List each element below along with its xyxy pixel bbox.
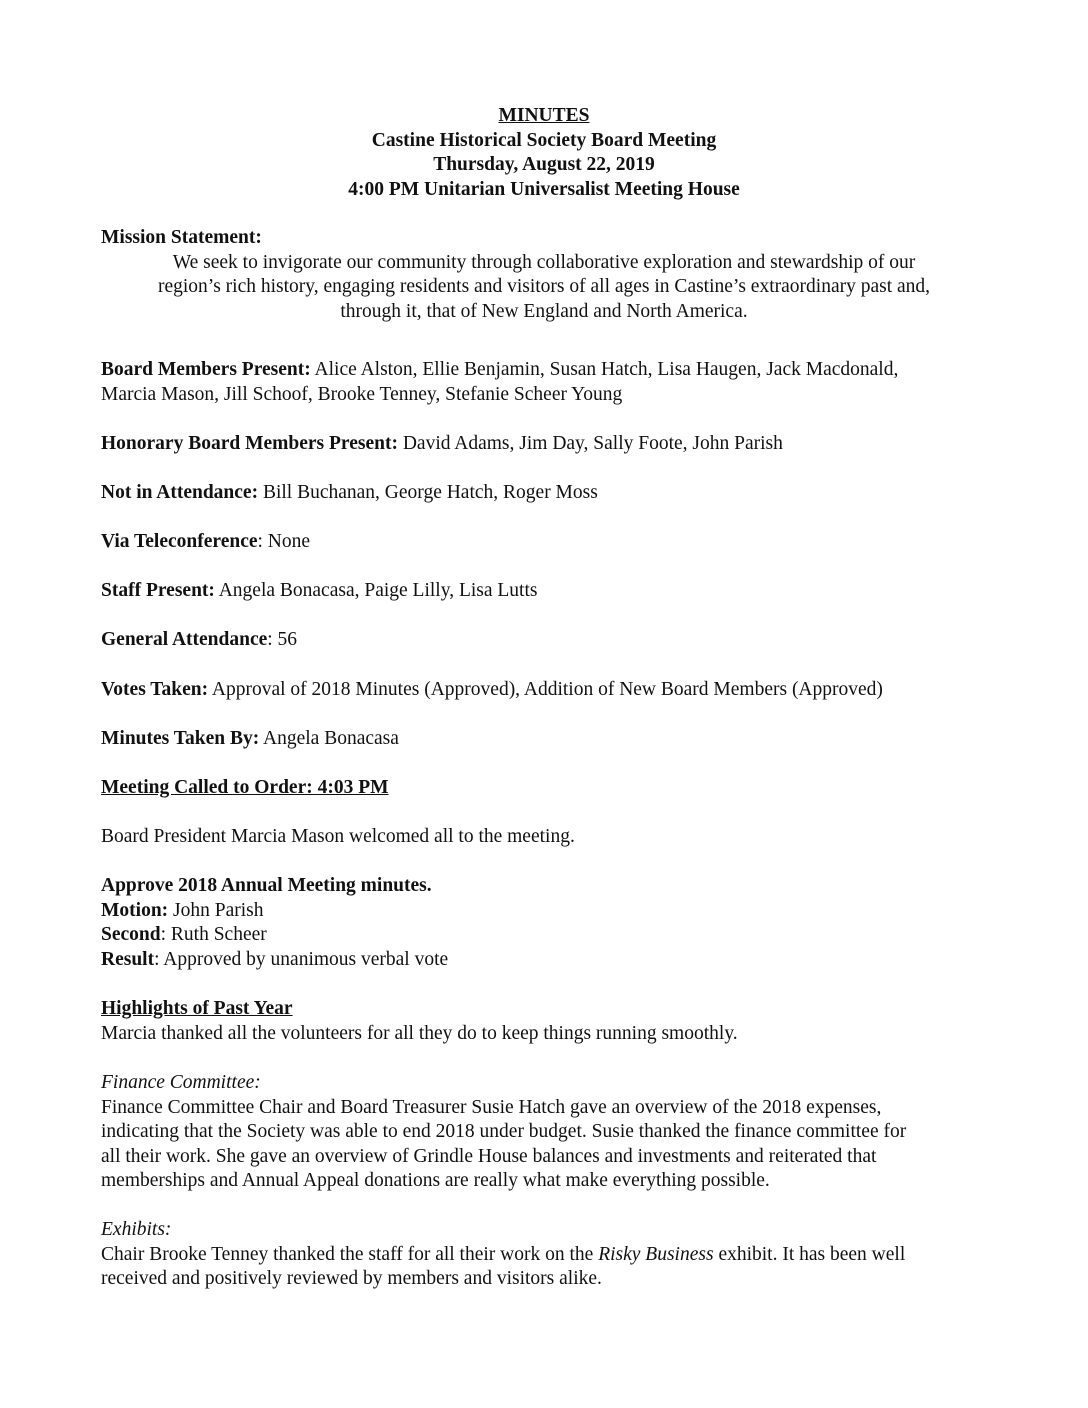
mission-line: through it, that of New England and North America. bbox=[340, 300, 748, 322]
result-label: Result bbox=[101, 948, 155, 970]
finance-section bbox=[101, 1071, 1001, 1194]
staff-label: Staff Present: bbox=[101, 580, 215, 601]
attendance-label: General Attendance bbox=[101, 629, 268, 650]
finance-line: Finance Committee Chair and Board Treasurer Susie Hatch gave an overview of the 2018 expenses, bbox=[101, 1096, 882, 1118]
highlights-text: Marcia thanked all the volunteers for all they do to keep things running smoothly. bbox=[101, 1022, 738, 1044]
doc-type-title: MINUTES bbox=[498, 105, 590, 126]
second-value: : Ruth Scheer bbox=[160, 924, 267, 945]
mission-text bbox=[101, 251, 987, 325]
not-attending bbox=[101, 481, 1001, 506]
finance-line: memberships and Annual Appeal donations are really what make everything possible. bbox=[101, 1170, 770, 1191]
motion-label: Motion: bbox=[101, 899, 169, 921]
welcome-text: Board President Marcia Mason welcomed all to the meeting. bbox=[101, 826, 575, 847]
second-label: Second bbox=[101, 924, 161, 945]
called-to-order bbox=[101, 776, 1001, 801]
not-attending-label: Not in Attendance: bbox=[101, 482, 259, 503]
document-header bbox=[101, 104, 987, 202]
honorary-present bbox=[101, 432, 1001, 457]
staff-present bbox=[101, 579, 1001, 604]
teleconference-label: Via Teleconference bbox=[101, 531, 258, 552]
exhibits-text: exhibit. It has been well bbox=[713, 1243, 906, 1265]
votes-label: Votes Taken: bbox=[101, 679, 209, 700]
not-attending-value: Bill Buchanan, George Hatch, Roger Moss bbox=[258, 482, 598, 503]
finance-heading: Finance Committee: bbox=[101, 1072, 261, 1093]
exhibit-title: Risky Business bbox=[598, 1243, 714, 1265]
board-present-label: Board Members Present: bbox=[101, 359, 311, 380]
exhibits-text: Chair Brooke Tenney thanked the staff for all their work on the bbox=[101, 1243, 599, 1265]
exhibits-heading: Exhibits: bbox=[101, 1219, 172, 1240]
teleconference bbox=[101, 530, 1001, 555]
approve-minutes-section bbox=[101, 874, 1001, 972]
honorary-value: David Adams, Jim Day, Sally Foote, John Parish bbox=[397, 433, 783, 454]
exhibits-line: received and positively reviewed by members and visitors alike. bbox=[101, 1268, 602, 1289]
staff-value: Angela Bonacasa, Paige Lilly, Lisa Lutts bbox=[214, 580, 538, 601]
finance-line: indicating that the Society was able to end 2018 under budget. Susie thanked the finance committee for bbox=[101, 1121, 907, 1142]
honorary-label: Honorary Board Members Present: bbox=[101, 433, 398, 454]
general-attendance bbox=[101, 628, 1001, 653]
board-present bbox=[101, 358, 1001, 407]
meeting-time-place: 4:00 PM Unitarian Universalist Meeting House bbox=[348, 178, 740, 200]
votes-value: Approval of 2018 Minutes (Approved), Addition of New Board Members (Approved) bbox=[208, 679, 883, 700]
mission-line: We seek to invigorate our community through collaborative exploration and stewardship of our bbox=[172, 251, 916, 273]
minutes-taken-by bbox=[101, 727, 1001, 752]
called-to-order-heading: Meeting Called to Order: 4:03 PM bbox=[101, 777, 389, 798]
mission-section bbox=[101, 226, 1001, 324]
attendance-value: : 56 bbox=[267, 629, 298, 650]
highlights-heading: Highlights of Past Year bbox=[101, 998, 293, 1019]
finance-line: all their work. She gave an overview of Grindle House balances and investments and reiterated that bbox=[101, 1145, 877, 1167]
board-present-value: Alice Alston, Ellie Benjamin, Susan Hatch, Lisa Haugen, Jack Macdonald, bbox=[310, 359, 899, 380]
meeting-date: Thursday, August 22, 2019 bbox=[433, 154, 655, 175]
result-value: : Approved by unanimous verbal vote bbox=[154, 948, 449, 970]
minutes-by-value: Angela Bonacasa bbox=[259, 728, 399, 749]
org-title: Castine Historical Society Board Meeting bbox=[371, 129, 717, 151]
board-present-value-cont: Marcia Mason, Jill Schoof, Brooke Tenney, Stefanie Scheer Young bbox=[101, 383, 623, 405]
mission-line: region’s rich history, engaging residents and visitors of all ages in Castine’s extraordinary past and, bbox=[157, 276, 931, 297]
votes-taken bbox=[101, 678, 1001, 703]
exhibits-section bbox=[101, 1218, 1001, 1292]
highlights-section bbox=[101, 997, 1001, 1046]
mission-label: Mission Statement: bbox=[101, 227, 262, 248]
minutes-by-label: Minutes Taken By: bbox=[101, 728, 260, 749]
teleconference-value: : None bbox=[257, 531, 311, 552]
approve-heading: Approve 2018 Annual Meeting minutes. bbox=[101, 875, 432, 896]
motion-value: John Parish bbox=[168, 899, 264, 921]
exhibits-line bbox=[101, 1243, 1001, 1268]
